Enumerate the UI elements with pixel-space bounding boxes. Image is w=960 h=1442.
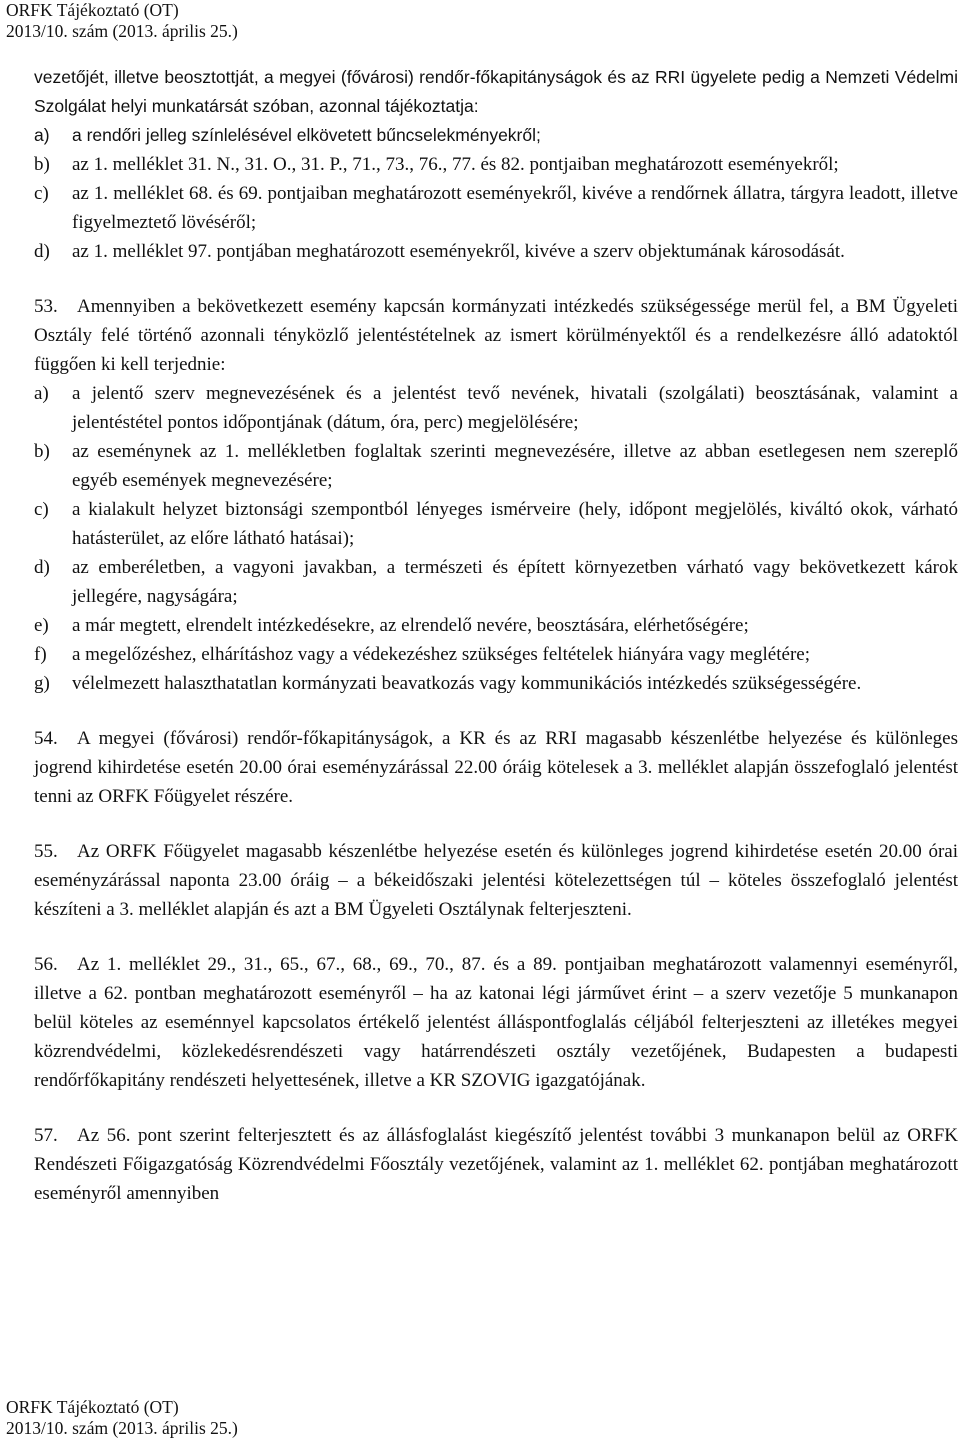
- list-item-label: a): [34, 125, 50, 145]
- list-item-text: az emberéletben, a vagyoni javakban, a természeti és épített környezetben várható vagy bekövetkezett károk jellegére, nagyságára;: [72, 557, 958, 607]
- list-item-label: c): [34, 499, 49, 520]
- page-header: [6, 0, 238, 42]
- list-item: [34, 669, 958, 698]
- document-body: [34, 63, 958, 1208]
- section-53: [34, 292, 958, 698]
- header-publication-title: ORFK Tájékoztató (OT): [6, 0, 179, 20]
- paragraph-number: 53.: [34, 296, 58, 317]
- paragraph-number: 57.: [34, 1125, 58, 1146]
- paragraph-54: [34, 724, 958, 811]
- list-item-label: e): [34, 615, 49, 636]
- list-item-text: az 1. melléklet 31. N., 31. O., 31. P., 71., 73., 76., 77. és 82. pontjaiban meghatározott eseményekről;: [72, 154, 839, 175]
- paragraph-55: [34, 837, 958, 924]
- list-item-label: b): [34, 441, 50, 462]
- list-item-text: a kialakult helyzet biztonsági szempontból lényeges ismérveire (hely, időpont megjelölés, kiváltó okok, várható hatásterület, az előre látható hatásai);: [72, 499, 958, 549]
- list-item-label: d): [34, 241, 50, 262]
- list-item-label: c): [34, 183, 49, 204]
- header-issue-date: 2013/10. szám (2013. április 25.): [6, 21, 238, 41]
- list-item-text: vélelmezett halaszthatatlan kormányzati beavatkozás vagy kommunikációs intézkedés szükségességére.: [72, 673, 862, 694]
- section-57: [34, 1121, 958, 1208]
- paragraph-text: Amennyiben a bekövetkezett esemény kapcsán kormányzati intézkedés szükségessége merül fel, a BM Ügyeleti Osztály felé történő azonnali tényközlő jelentéstételnek az ismert körülményektől és a rendelkezésre álló adatoktól függően ki kell terjednie:: [34, 296, 958, 375]
- list-item-text: a jelentő szerv megnevezésének és a jelentést tevő nevének, hivatali (szolgálati) beosztásának, valamint a jelentéstétel pontos időpontjának (dátum, óra, perc) megjelölésére;: [72, 383, 958, 433]
- paragraph-text: Az 1. melléklet 29., 31., 65., 67., 68., 69., 70., 87. és a 89. pontjaiban meghatározott valamennyi eseményről, illetve a 62. pontban meghatározott eseményről – ha az katonai légi járművet érint – a szerv vezetője 5 munkanapon belül köteles az eseménnyel kapcsolatos értékelő jelentést álláspontfoglalás céljából felterjeszteni az illetékes megyei közrendvédelmi, közlekedésrendészeti vagy határrendészeti osztály vezetőjének, Budapesten a budapesti rendőrfőkapitány rendészeti helyettesének, illetve a KR SZOVIG igazgatójának.: [34, 954, 958, 1091]
- list-item-text: a már megtett, elrendelt intézkedésekre, az elrendelő nevére, beosztására, elérhetőségére;: [72, 615, 749, 636]
- list-item-label: g): [34, 673, 50, 694]
- section-54: [34, 724, 958, 811]
- list-item-text: az eseménynek az 1. mellékletben foglaltak szerinti megnevezésére, illetve az abban esetlegesen nem szereplő egyéb események megnevezésére;: [72, 441, 958, 491]
- paragraph-text: A megyei (fővárosi) rendőr-főkapitányságok, a KR és az RRI magasabb készenlétbe helyezése és különleges jogrend kihirdetése esetén 20.00 órai eseményzárással 22.00 óráig kötelesek a 3. melléklet alapján összefoglaló jelentést tenni az ORFK Főügyelet részére.: [34, 728, 958, 807]
- list-item: [34, 379, 958, 437]
- list-item: [34, 121, 958, 150]
- page-footer: [6, 1397, 238, 1439]
- paragraph-number: 55.: [34, 841, 58, 862]
- list-item: [34, 179, 958, 237]
- list-item-label: b): [34, 154, 50, 175]
- list-item-label: a): [34, 383, 49, 404]
- paragraph-text: Az 56. pont szerint felterjesztett és az állásfoglalást kiegészítő jelentést további 3 munkanapon belül az ORFK Rendészeti Főigazgatóság Közrendvédelmi Főosztály vezetőjének, valamint az 1. melléklet 62. pontjában meghatározott eseményről amennyiben: [34, 1125, 958, 1204]
- list-item-text: az 1. melléklet 97. pontjában meghatározott eseményekről, kivéve a szerv objektumának károsodását.: [72, 241, 845, 262]
- list-item-label: f): [34, 644, 47, 665]
- list-item: [34, 237, 958, 266]
- paragraph-56: [34, 950, 958, 1095]
- intro-paragraph: vezetőjét, illetve beosztottját, a megyei (fővárosi) rendőr-főkapitányságok és az RRI ügyelete pedig a Nemzeti Védelmi Szolgálat helyi munkatársát szóban, azonnal tájékoztatja:: [34, 67, 958, 116]
- list-item: [34, 437, 958, 495]
- intro-section: [34, 63, 958, 266]
- section-56: [34, 950, 958, 1095]
- list-item-text: az 1. melléklet 68. és 69. pontjaiban meghatározott eseményekről, kivéve a rendőrnek állatra, tárgyra leadott, illetve figyelmeztető lövéséről;: [72, 183, 958, 233]
- section-55: [34, 837, 958, 924]
- paragraph-number: 54.: [34, 728, 58, 749]
- paragraph-53: [34, 292, 958, 379]
- list-item: [34, 611, 958, 640]
- list-item-text: a megelőzéshez, elhárításhoz vagy a védekezéshez szükséges feltételek hiányára vagy meglétére;: [72, 644, 810, 665]
- footer-publication-title: ORFK Tájékoztató (OT): [6, 1397, 179, 1417]
- list-item-label: d): [34, 557, 50, 578]
- paragraph-text: Az ORFK Főügyelet magasabb készenlétbe helyezése esetén és különleges jogrend kihirdetése esetén 20.00 órai eseményzárással naponta 23.00 óráig – a békeidőszaki jelentési kötelezettségen túl – köteles összefoglaló jelentést készíteni a 3. melléklet alapján és azt a BM Ügyeleti Osztálynak felterjeszteni.: [34, 841, 958, 920]
- list-item: [34, 640, 958, 669]
- footer-issue-date: 2013/10. szám (2013. április 25.): [6, 1418, 238, 1438]
- list-item-text: a rendőri jelleg színlelésével elkövetett bűncselekményekről;: [72, 125, 541, 145]
- list-item: [34, 495, 958, 553]
- paragraph-number: 56.: [34, 954, 58, 975]
- list-item: [34, 553, 958, 611]
- paragraph-57: [34, 1121, 958, 1208]
- list-item: [34, 150, 958, 179]
